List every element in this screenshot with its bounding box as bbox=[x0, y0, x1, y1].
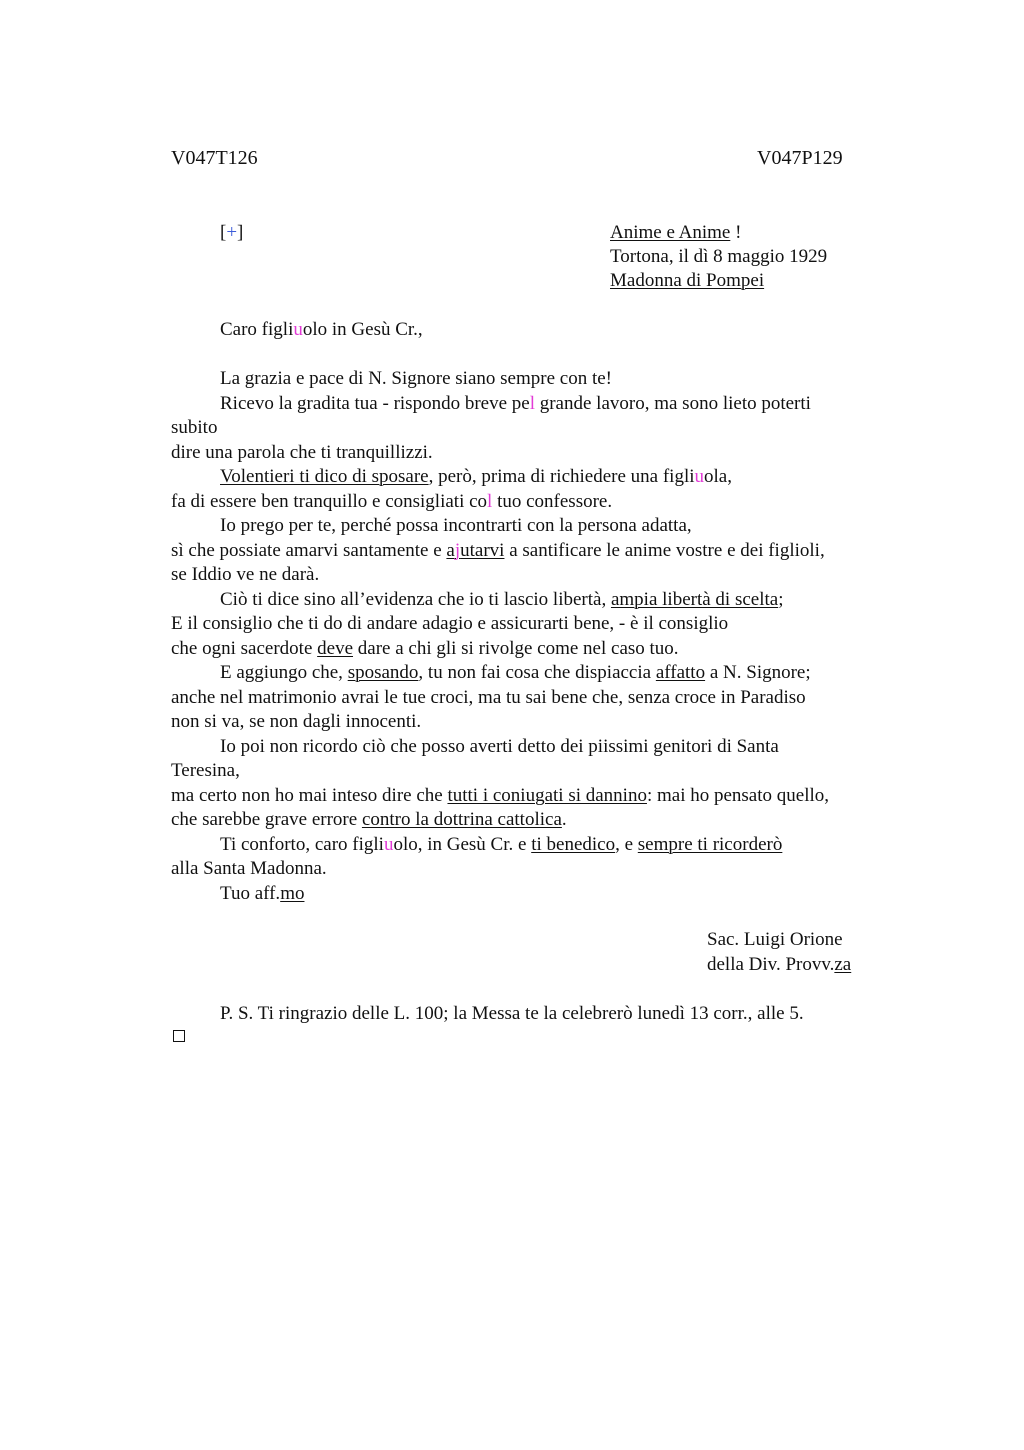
correction-mark: u bbox=[383, 833, 394, 855]
body-line: La grazia e pace di N. Signore siano sempre con te! bbox=[220, 368, 612, 389]
closing-line: Tuo aff.mo bbox=[220, 882, 305, 904]
end-square-icon bbox=[173, 1030, 185, 1042]
body-line: Volentieri ti dico di sposare, però, prima di richiedere una figliuola, bbox=[220, 466, 732, 487]
body-line: Ciò ti dice sino all’evidenza che io ti lascio libertà, ampia libertà di scelta; bbox=[220, 588, 784, 610]
body-line: Teresina, bbox=[171, 760, 240, 781]
body-line: dire una parola che ti tranquillizzi. bbox=[171, 441, 433, 463]
underlined-phrase: za bbox=[834, 954, 852, 975]
correction-mark: u bbox=[293, 319, 303, 340]
body-line: E il consiglio che ti do di andare adagio e assicurarti bene, - è il consiglio bbox=[171, 613, 729, 634]
underlined-phrase: tutti i coniugati si dannino bbox=[447, 784, 647, 806]
motto: Anime e Anime bbox=[610, 222, 731, 243]
correction-mark: u bbox=[694, 466, 705, 487]
body-line: non si va, se non dagli innocenti. bbox=[171, 711, 422, 732]
body-line: sì che possiate amarvi santamente e ajutarvi a santificare le anime vostre e dei figlioli, bbox=[171, 539, 825, 561]
body-line: ma certo non ho mai inteso dire che tutti i coniugati si dannino: mai ho pensato quello, bbox=[171, 784, 830, 806]
motto-suffix: ! bbox=[730, 222, 742, 243]
cross-mark bbox=[220, 221, 243, 246]
right-reference-code: V047P129 bbox=[757, 147, 843, 169]
body-line: alla Santa Madonna. bbox=[171, 858, 327, 879]
correction-mark: l bbox=[487, 490, 493, 512]
motto-line bbox=[610, 221, 741, 246]
body-line: anche nel matrimonio avrai le tue croci, ma tu sai bene che, senza croce in Paradiso bbox=[171, 686, 806, 708]
cross-plus: + bbox=[226, 222, 238, 243]
underlined-phrase: ampia libertà di scelta bbox=[610, 588, 779, 610]
body-line: che ogni sacerdote deve dare a chi gli si rivolge come nel caso tuo. bbox=[171, 637, 679, 659]
underlined-phrase: ti benedico bbox=[531, 833, 616, 855]
place-date: Tortona, il dì 8 maggio 1929 bbox=[610, 246, 828, 267]
body-line: subito bbox=[171, 417, 218, 438]
underlined-phrase: affatto bbox=[655, 662, 706, 683]
signature-order: della Div. Provv.za bbox=[707, 954, 852, 975]
body-line: Ti conforto, caro figliuolo, in Gesù Cr. e ti benedico, e sempre ti ricorderò bbox=[220, 833, 783, 855]
correction-mark: l bbox=[529, 392, 535, 414]
body-line: se Iddio ve ne darà. bbox=[171, 564, 320, 585]
underlined-phrase: ajutarvi bbox=[446, 539, 505, 561]
signature-name: Sac. Luigi Orione bbox=[707, 929, 843, 950]
cross-open-bracket: [ bbox=[220, 222, 227, 243]
letter-body bbox=[171, 367, 901, 906]
underlined-phrase: Volentieri ti dico di sposare bbox=[220, 466, 429, 487]
underlined-phrase: sposando bbox=[347, 662, 419, 683]
body-line: Io poi non ricordo ciò che posso averti detto dei piissimi genitori di Santa bbox=[220, 735, 779, 757]
body-line: E aggiungo che, sposando, tu non fai cosa che dispiaccia affatto a N. Signore; bbox=[220, 662, 811, 683]
salutation: Caro figliuolo in Gesù Cr., bbox=[220, 319, 423, 340]
body-line: Ricevo la gradita tua - rispondo breve pel grande lavoro, ma sono lieto poterti bbox=[220, 392, 811, 414]
correction-mark: j bbox=[454, 539, 461, 561]
underlined-phrase: deve bbox=[317, 637, 354, 659]
left-reference-code: V047T126 bbox=[171, 147, 258, 169]
cross-close-bracket: ] bbox=[237, 222, 244, 243]
underlined-phrase: sempre ti ricorderò bbox=[637, 833, 783, 855]
body-line: che sarebbe grave errore contro la dottrina cattolica. bbox=[171, 809, 567, 830]
underlined-phrase: contro la dottrina cattolica bbox=[361, 809, 562, 830]
postscript: P. S. Ti ringrazio delle L. 100; la Messa te la celebrerò lunedì 13 corr., alle 5. bbox=[220, 1003, 804, 1024]
underlined-phrase: mo bbox=[280, 882, 305, 904]
body-line: fa di essere ben tranquillo e consigliati col tuo confessore. bbox=[171, 490, 613, 512]
body-line: Io prego per te, perché possa incontrarti con la persona adatta, bbox=[220, 515, 692, 536]
feast-day: Madonna di Pompei bbox=[610, 270, 765, 291]
